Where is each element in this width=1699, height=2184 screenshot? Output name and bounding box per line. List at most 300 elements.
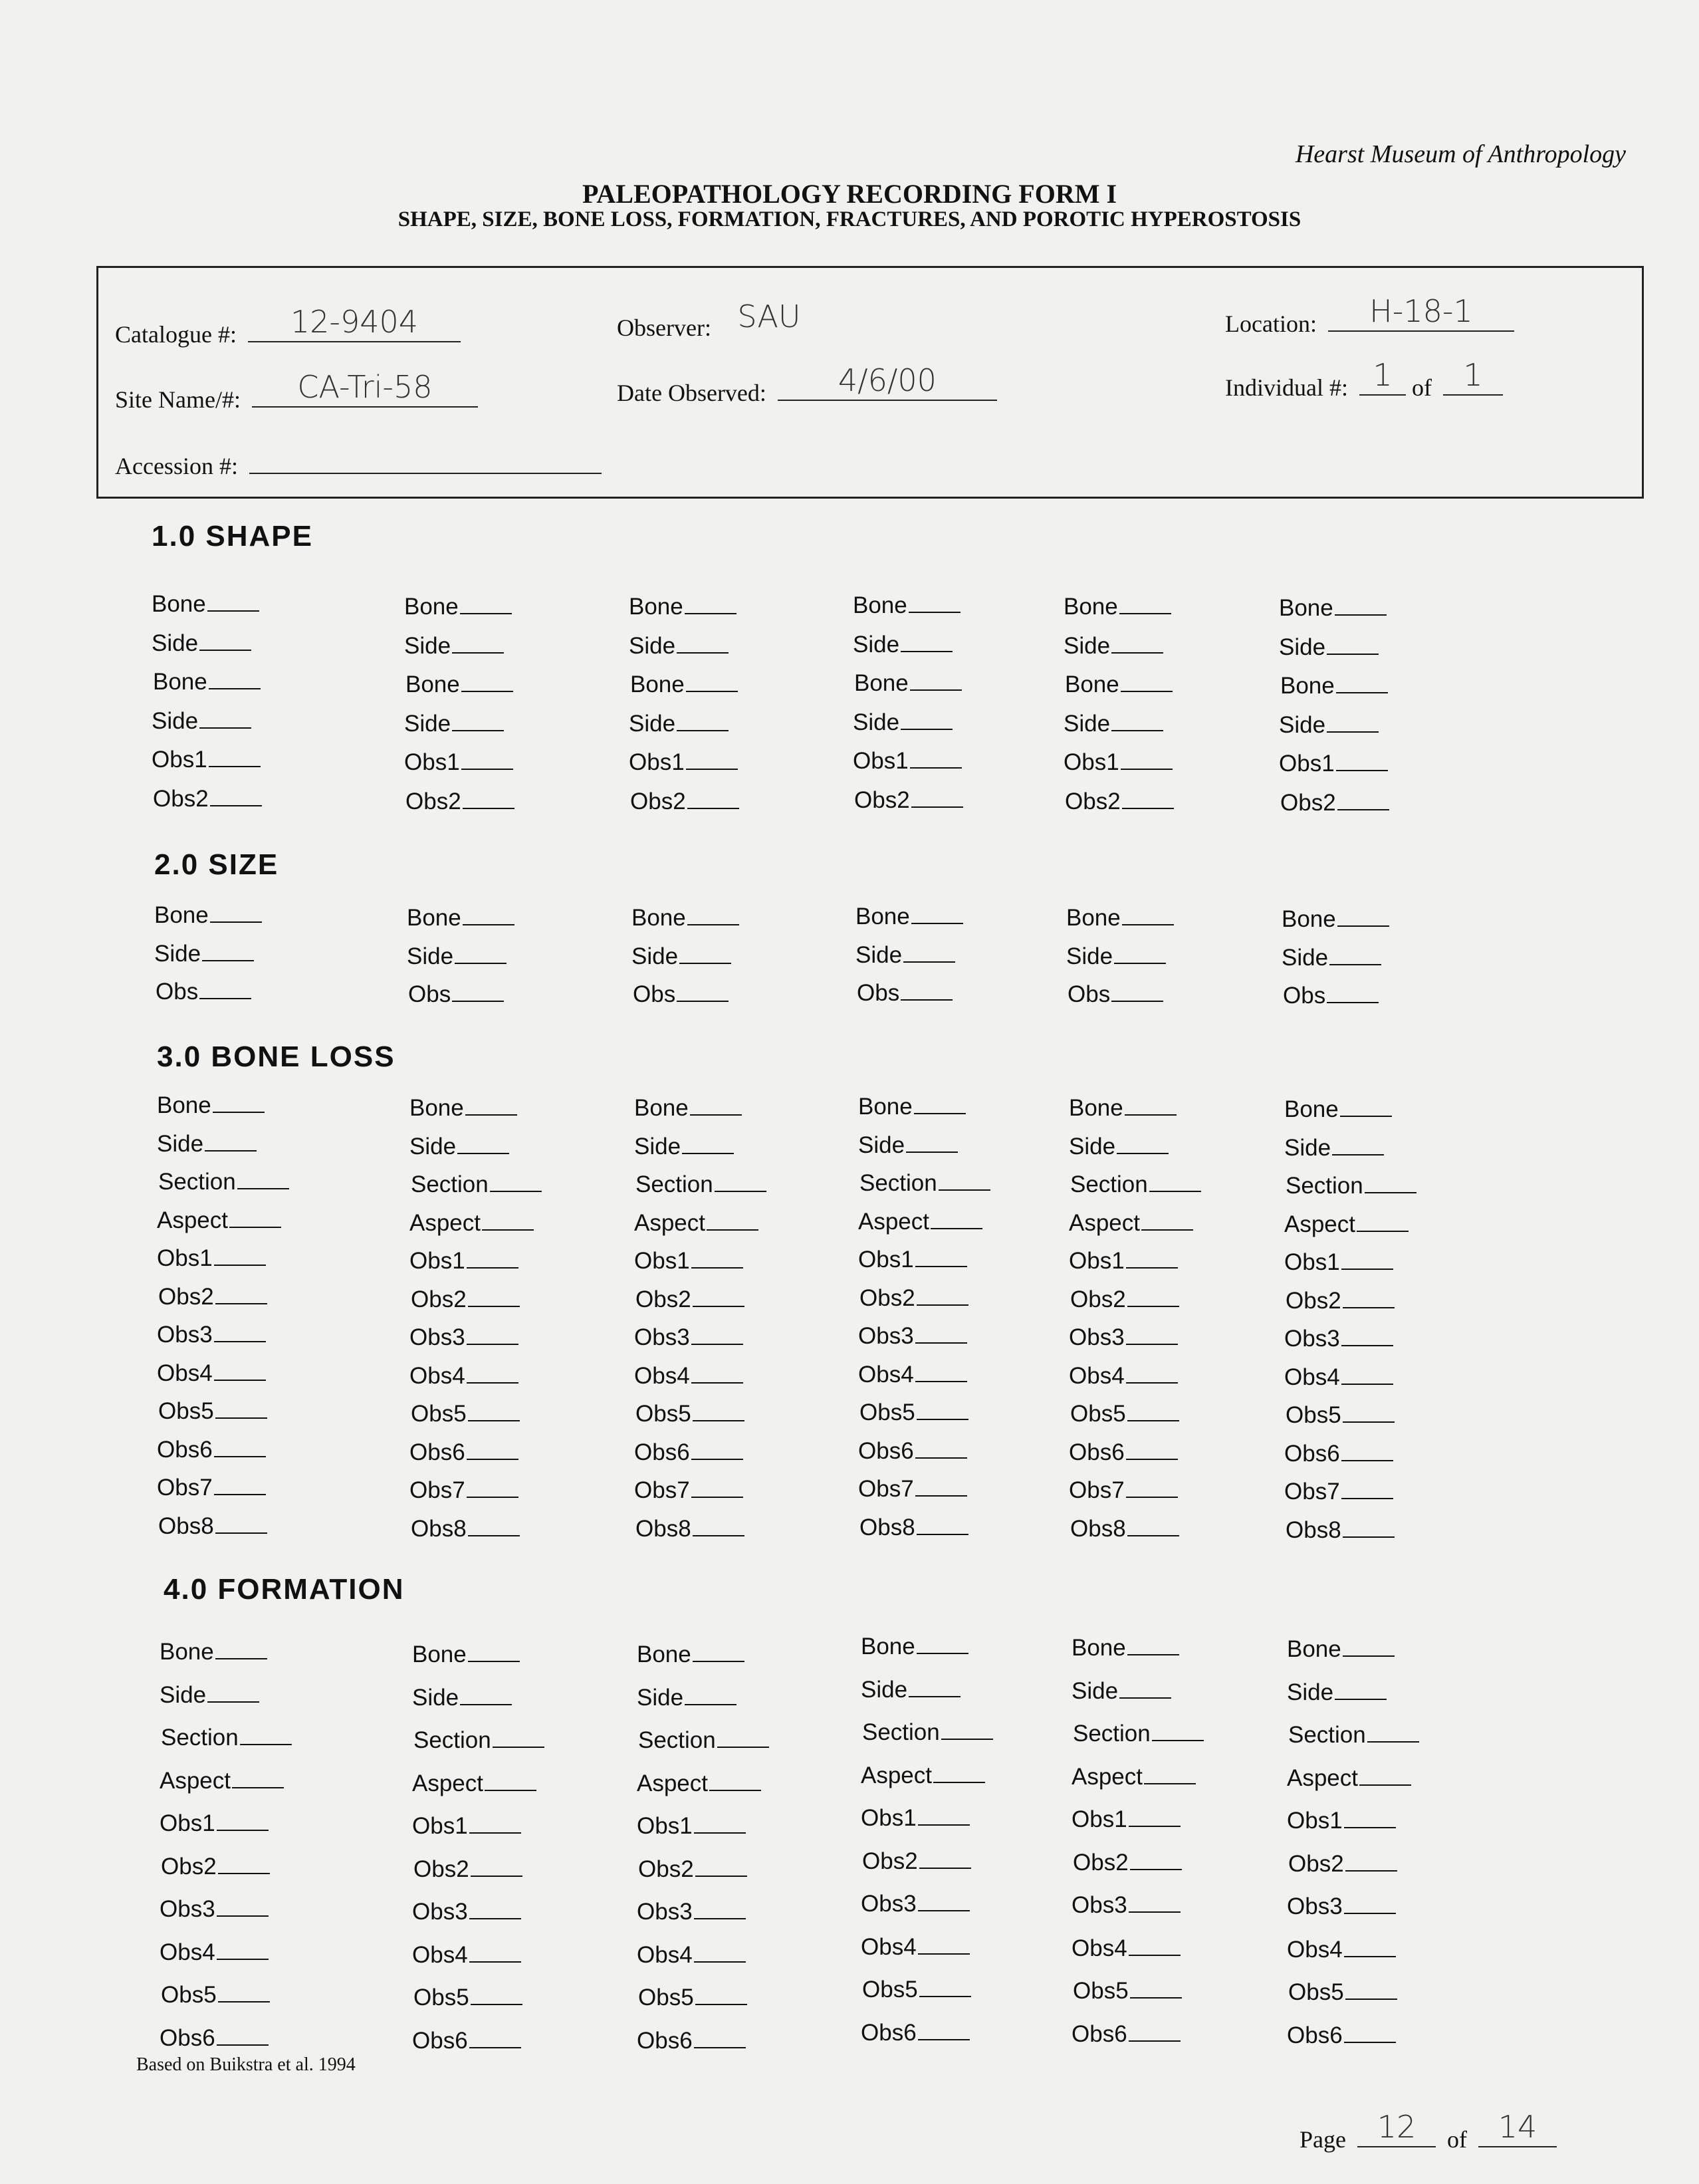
field-label: Obs6 <box>1072 2021 1127 2047</box>
field-label: Bone <box>160 1639 214 1665</box>
field-blank[interactable] <box>1341 1325 1393 1346</box>
field-blank[interactable] <box>1126 1247 1178 1269</box>
field-blank[interactable] <box>1336 672 1388 693</box>
field-blank[interactable] <box>695 1984 747 2005</box>
field-label: Obs2 <box>862 1848 918 1874</box>
page-total-input[interactable] <box>1478 2109 1557 2147</box>
field-side <box>154 940 254 967</box>
field-blank[interactable] <box>1127 1400 1179 1421</box>
field-blank[interactable] <box>1359 1764 1411 1786</box>
field-blank[interactable] <box>910 669 962 691</box>
field-blank[interactable] <box>903 941 955 963</box>
field-blank[interactable] <box>218 1981 270 2002</box>
field-obs4 <box>160 1939 269 1966</box>
field-blank[interactable] <box>463 788 514 809</box>
field-blank[interactable] <box>919 1976 971 1997</box>
field-blank[interactable] <box>461 671 513 692</box>
field-label: Side <box>160 1682 207 1708</box>
field-label: Obs3 <box>1072 1892 1127 1918</box>
field-label: Obs6 <box>861 2020 917 2046</box>
field-blank[interactable] <box>918 1890 970 1911</box>
field-blank[interactable] <box>1127 1515 1179 1536</box>
field-blank[interactable] <box>214 1360 266 1381</box>
field-blank[interactable] <box>210 785 262 806</box>
field-label: Obs3 <box>409 1324 465 1350</box>
field-blank[interactable] <box>1337 789 1389 810</box>
field-blank[interactable] <box>469 1941 521 1963</box>
field-blank[interactable] <box>215 1397 267 1419</box>
field-label: Section <box>859 1170 937 1196</box>
field-blank[interactable] <box>693 1400 744 1421</box>
field-label: Obs8 <box>1286 1517 1341 1543</box>
field-label: Obs3 <box>1287 1893 1343 1919</box>
field-label: Obs2 <box>638 1856 694 1882</box>
field-label: Bone <box>407 905 461 931</box>
field-blank[interactable] <box>210 902 262 923</box>
field-blank[interactable] <box>460 1684 512 1705</box>
field-blank[interactable] <box>917 1633 968 1654</box>
field-blank[interactable] <box>717 1727 769 1748</box>
field-blank[interactable] <box>691 1324 743 1345</box>
field-blank[interactable] <box>1129 2020 1181 2042</box>
field-label: Obs7 <box>634 1477 690 1503</box>
field-blank[interactable] <box>915 1437 967 1459</box>
field-obs5 <box>413 1984 522 2011</box>
field-blank[interactable] <box>901 979 953 1001</box>
field-blank[interactable] <box>1341 1440 1393 1461</box>
catalogue-input[interactable] <box>248 304 461 342</box>
field-blank[interactable] <box>901 709 953 730</box>
field-blank[interactable] <box>1341 1364 1393 1385</box>
page-of-label: of <box>1446 2126 1467 2153</box>
field-blank[interactable] <box>694 1941 746 1963</box>
field-label: Side <box>152 630 199 656</box>
field-obs2 <box>1280 789 1389 816</box>
field-blank[interactable] <box>911 903 963 924</box>
field-blank[interactable] <box>199 978 251 999</box>
field-blank[interactable] <box>915 1475 967 1497</box>
field-label: Obs2 <box>158 1284 214 1310</box>
field-label: Bone <box>405 671 460 697</box>
field-blank[interactable] <box>237 1168 289 1189</box>
field-label: Obs6 <box>634 1439 690 1465</box>
field-blank[interactable] <box>493 1727 544 1748</box>
field-blank[interactable] <box>917 1514 968 1535</box>
field-blank[interactable] <box>691 1362 743 1384</box>
site-label: Site Name/#: <box>115 386 241 413</box>
field-blank[interactable] <box>1343 1401 1395 1423</box>
field-blank[interactable] <box>469 1812 521 1834</box>
field-blank[interactable] <box>214 1245 266 1266</box>
field-label: Side <box>407 943 454 969</box>
field-bone <box>405 671 513 698</box>
field-blank[interactable] <box>468 1400 520 1421</box>
field-label: Obs6 <box>1284 1441 1340 1467</box>
field-blank[interactable] <box>209 746 261 767</box>
field-blank[interactable] <box>465 1094 517 1116</box>
field-blank[interactable] <box>910 747 962 769</box>
field-blank[interactable] <box>1127 1634 1179 1655</box>
field-blank[interactable] <box>485 1770 536 1791</box>
field-label: Obs3 <box>157 1322 213 1348</box>
field-blank[interactable] <box>1114 943 1166 964</box>
field-blank[interactable] <box>1111 710 1163 731</box>
field-label: Aspect <box>412 1770 483 1796</box>
field-label: Obs4 <box>160 1939 215 1965</box>
date-input[interactable] <box>778 362 997 401</box>
field-label: Obs5 <box>411 1401 467 1427</box>
field-obs3 <box>412 1898 521 1925</box>
field-obs1 <box>157 1245 266 1272</box>
field-label: Obs1 <box>1069 1248 1125 1274</box>
field-blank[interactable] <box>490 1171 542 1192</box>
field-blank[interactable] <box>452 710 504 731</box>
field-label: Side <box>157 1131 204 1157</box>
field-obs3 <box>1284 1325 1393 1352</box>
field-blank[interactable] <box>468 1515 520 1536</box>
field-obs3 <box>157 1321 266 1348</box>
field-blank[interactable] <box>687 788 739 809</box>
field-blank[interactable] <box>469 1898 521 1919</box>
field-label: Obs5 <box>635 1401 691 1427</box>
field-blank[interactable] <box>1125 1094 1177 1116</box>
field-blank[interactable] <box>199 707 251 729</box>
section-title: 3.0 BONE LOSS <box>157 1040 396 1073</box>
field-blank[interactable] <box>919 1848 971 1869</box>
field-blank[interactable] <box>918 1804 970 1826</box>
field-blank[interactable] <box>1345 1979 1397 2000</box>
field-side <box>858 1132 958 1159</box>
field-blank[interactable] <box>693 1515 744 1536</box>
field-blank[interactable] <box>452 632 504 654</box>
field-blank[interactable] <box>215 1513 267 1534</box>
field-label: Side <box>1279 712 1326 738</box>
field-blank[interactable] <box>915 1322 967 1344</box>
field-blank[interactable] <box>707 1209 758 1231</box>
field-label: Obs8 <box>635 1516 691 1542</box>
individual-total-input[interactable] <box>1443 357 1503 396</box>
field-bone <box>409 1094 517 1122</box>
field-blank[interactable] <box>455 943 507 964</box>
field-blank[interactable] <box>1343 1287 1395 1308</box>
field-blank[interactable] <box>1126 1362 1178 1384</box>
field-obs4 <box>1287 1936 1396 1963</box>
field-blank[interactable] <box>463 904 514 925</box>
field-blank[interactable] <box>467 1439 518 1460</box>
field-blank[interactable] <box>202 940 254 961</box>
field-blank[interactable] <box>691 1477 743 1498</box>
field-blank[interactable] <box>1345 1850 1397 1872</box>
field-aspect <box>858 1208 982 1235</box>
field-blank[interactable] <box>467 1324 518 1345</box>
field-blank[interactable] <box>1121 671 1173 692</box>
field-bone <box>157 1092 265 1119</box>
field-blank[interactable] <box>213 1092 265 1113</box>
field-blank[interactable] <box>1122 904 1174 925</box>
field-blank[interactable] <box>1141 1209 1193 1231</box>
field-blank[interactable] <box>1341 1478 1393 1499</box>
field-blank[interactable] <box>207 590 259 612</box>
field-blank[interactable] <box>686 749 738 770</box>
field-label: Bone <box>1069 1095 1123 1121</box>
field-blank[interactable] <box>229 1207 281 1228</box>
field-blank[interactable] <box>457 1133 509 1154</box>
field-bone <box>412 1641 520 1668</box>
individual-of-label: of <box>1411 374 1432 401</box>
field-blank[interactable] <box>1327 634 1379 655</box>
field-blank[interactable] <box>205 1130 257 1152</box>
field-blank[interactable] <box>1121 749 1173 770</box>
field-blank[interactable] <box>677 632 729 654</box>
field-blank[interactable] <box>1117 1133 1169 1154</box>
field-blank[interactable] <box>1119 593 1171 614</box>
field-blank[interactable] <box>207 1681 259 1703</box>
field-blank[interactable] <box>1119 1677 1171 1699</box>
field-blank[interactable] <box>1335 594 1387 616</box>
field-blank[interactable] <box>677 981 729 1002</box>
field-blank[interactable] <box>217 1939 269 1960</box>
field-label: Bone <box>861 1634 915 1659</box>
field-blank[interactable] <box>1340 1096 1392 1117</box>
page-number <box>1300 2109 1562 2153</box>
field-label: Obs4 <box>858 1362 914 1388</box>
field-blank[interactable] <box>685 593 736 614</box>
field-blank[interactable] <box>691 1439 743 1460</box>
field-label: Obs2 <box>1073 1850 1129 1876</box>
accession-label: Accession #: <box>115 453 238 479</box>
field-blank[interactable] <box>679 943 731 964</box>
field-label: Obs6 <box>409 1439 465 1465</box>
field-blank[interactable] <box>1341 1249 1393 1270</box>
field-blank[interactable] <box>1357 1211 1409 1232</box>
field-blank[interactable] <box>709 1770 761 1791</box>
field-blank[interactable] <box>215 1283 267 1304</box>
field-blank[interactable] <box>1332 1134 1384 1155</box>
field-blank[interactable] <box>217 2024 269 2046</box>
field-blank[interactable] <box>691 1247 743 1269</box>
field-label: Obs3 <box>634 1324 690 1350</box>
field-aspect <box>634 1209 758 1237</box>
field-blank[interactable] <box>915 1361 967 1382</box>
field-blank[interactable] <box>215 1638 267 1659</box>
field-label: Section <box>1070 1171 1148 1197</box>
field-blank[interactable] <box>232 1767 284 1788</box>
field-blank[interactable] <box>1329 944 1381 965</box>
field-label: Aspect <box>157 1207 228 1233</box>
field-blank[interactable] <box>467 1247 518 1269</box>
field-blank[interactable] <box>941 1719 993 1740</box>
field-blank[interactable] <box>909 1676 961 1697</box>
field-blank[interactable] <box>1130 1977 1182 1999</box>
field-label: Bone <box>1279 595 1333 621</box>
field-obs2 <box>854 787 963 814</box>
field-blank[interactable] <box>687 904 739 925</box>
field-blank[interactable] <box>461 749 513 770</box>
field-obs1 <box>409 1247 518 1274</box>
field-side <box>629 710 729 737</box>
field-blank[interactable] <box>1149 1171 1201 1192</box>
field-label: Obs1 <box>1287 1808 1343 1834</box>
field-blank[interactable] <box>933 1762 985 1783</box>
field-bone <box>153 668 261 695</box>
field-blank[interactable] <box>209 668 261 689</box>
site-field <box>115 369 478 414</box>
field-blank[interactable] <box>690 1094 742 1116</box>
field-obs3 <box>1072 1891 1181 1919</box>
field-blank[interactable] <box>214 1321 266 1342</box>
field-blank[interactable] <box>1335 1679 1387 1700</box>
field-blank[interactable] <box>471 1984 522 2005</box>
field-label: Bone <box>855 904 910 929</box>
page-input[interactable] <box>1357 2109 1436 2147</box>
field-label: Obs7 <box>1069 1477 1125 1503</box>
field-side <box>637 1684 736 1711</box>
field-label: Side <box>1064 711 1111 737</box>
field-blank[interactable] <box>452 981 504 1002</box>
field-blank[interactable] <box>1337 906 1389 927</box>
individual-input[interactable] <box>1359 357 1406 396</box>
field-blank[interactable] <box>694 2027 746 2048</box>
field-blank[interactable] <box>1343 1517 1395 1538</box>
field-blank[interactable] <box>1144 1763 1196 1784</box>
field-label: Obs1 <box>409 1248 465 1274</box>
field-blank[interactable] <box>1327 711 1379 733</box>
site-value: CA-Tri-58 <box>297 369 433 405</box>
field-blank[interactable] <box>471 1856 522 1877</box>
field-blank[interactable] <box>217 1895 269 1917</box>
field-blank[interactable] <box>915 1246 967 1267</box>
field-blank[interactable] <box>914 1093 966 1114</box>
field-blank[interactable] <box>931 1208 982 1229</box>
field-blank[interactable] <box>1344 1893 1396 1914</box>
field-label: Obs6 <box>637 2028 693 2054</box>
field-label: Obs4 <box>861 1934 917 1960</box>
field-label: Bone <box>1284 1096 1339 1122</box>
museum-name: Hearst Museum of Anthropology <box>1295 140 1626 168</box>
field-blank[interactable] <box>918 2019 970 2040</box>
field-blank[interactable] <box>469 2027 521 2048</box>
field-blank[interactable] <box>917 1284 968 1306</box>
field-obs4 <box>409 1362 518 1390</box>
field-label: Obs1 <box>1064 749 1119 775</box>
field-blank[interactable] <box>468 1286 520 1307</box>
field-blank[interactable] <box>693 1641 744 1662</box>
field-blank[interactable] <box>1129 1806 1181 1827</box>
field-blank[interactable] <box>460 593 512 614</box>
field-label: Obs <box>633 981 676 1007</box>
accession-input[interactable] <box>249 447 602 474</box>
field-blank[interactable] <box>467 1477 518 1498</box>
field-blank[interactable] <box>695 1856 747 1877</box>
field-bone <box>634 1094 742 1122</box>
location-field <box>1225 293 1514 338</box>
field-label: Obs3 <box>861 1891 917 1917</box>
field-blank[interactable] <box>685 1684 736 1705</box>
field-side <box>634 1133 734 1160</box>
observer-input[interactable] <box>723 299 816 336</box>
field-side <box>404 632 504 660</box>
field-label: Side <box>1064 633 1111 659</box>
field-blank[interactable] <box>1111 981 1163 1002</box>
field-blank[interactable] <box>918 1933 970 1955</box>
field-label: Section <box>1288 1722 1366 1748</box>
field-obs1 <box>637 1812 746 1840</box>
field-blank[interactable] <box>682 1133 734 1154</box>
field-obs6 <box>634 1439 743 1466</box>
field-blank[interactable] <box>686 671 738 692</box>
field-blank[interactable] <box>906 1132 958 1153</box>
field-blank[interactable] <box>1122 788 1174 809</box>
field-blank[interactable] <box>693 1286 744 1307</box>
field-obs2 <box>859 1284 968 1312</box>
field-blank[interactable] <box>217 1810 269 1831</box>
field-blank[interactable] <box>214 1474 266 1495</box>
field-blank[interactable] <box>1336 750 1388 771</box>
field-bone <box>858 1093 966 1120</box>
field-blank[interactable] <box>1343 1636 1395 1657</box>
field-label: Obs <box>1283 983 1326 1009</box>
field-blank[interactable] <box>1130 1849 1182 1870</box>
field-blank[interactable] <box>715 1171 766 1192</box>
field-blank[interactable] <box>1129 1891 1181 1913</box>
field-blank[interactable] <box>939 1169 990 1191</box>
field-section <box>413 1727 544 1754</box>
field-label: Obs3 <box>637 1899 693 1925</box>
field-blank[interactable] <box>694 1898 746 1919</box>
field-blank[interactable] <box>911 787 963 808</box>
field-bone <box>1284 1096 1392 1123</box>
site-input[interactable] <box>252 369 478 408</box>
field-blank[interactable] <box>1344 1807 1396 1828</box>
field-blank[interactable] <box>468 1641 520 1662</box>
field-obs1 <box>1069 1247 1178 1274</box>
field-blank[interactable] <box>199 630 251 651</box>
field-blank[interactable] <box>909 592 961 613</box>
field-blank[interactable] <box>1111 632 1163 654</box>
field-blank[interactable] <box>1126 1439 1178 1460</box>
field-blank[interactable] <box>1126 1477 1178 1498</box>
field-blank[interactable] <box>1126 1324 1178 1345</box>
location-value: H-18-1 <box>1369 293 1473 329</box>
field-side <box>853 631 953 658</box>
field-blank[interactable] <box>482 1209 534 1231</box>
field-obs5 <box>638 1984 747 2011</box>
field-obs1 <box>1064 749 1173 776</box>
field-blank[interactable] <box>901 631 953 652</box>
field-blank[interactable] <box>1327 982 1379 1003</box>
field-blank[interactable] <box>1365 1172 1416 1193</box>
field-blank[interactable] <box>214 1436 266 1457</box>
field-blank[interactable] <box>1127 1286 1179 1307</box>
field-blank[interactable] <box>218 1853 270 1874</box>
field-section <box>161 1724 292 1751</box>
field-label: Bone <box>1072 1635 1126 1661</box>
field-label: Side <box>409 1134 457 1159</box>
field-blank[interactable] <box>467 1362 518 1384</box>
field-blank[interactable] <box>1344 1936 1396 1957</box>
field-blank[interactable] <box>1129 1935 1181 1956</box>
field-aspect <box>1072 1763 1196 1790</box>
location-input[interactable] <box>1328 293 1514 332</box>
field-blank[interactable] <box>677 710 729 731</box>
field-blank[interactable] <box>1152 1720 1204 1741</box>
field-blank[interactable] <box>1344 2022 1396 2043</box>
field-obs5 <box>1288 1979 1397 2006</box>
field-blank[interactable] <box>1367 1721 1419 1743</box>
field-blank[interactable] <box>240 1724 292 1745</box>
field-blank[interactable] <box>917 1399 968 1420</box>
field-blank[interactable] <box>694 1812 746 1834</box>
